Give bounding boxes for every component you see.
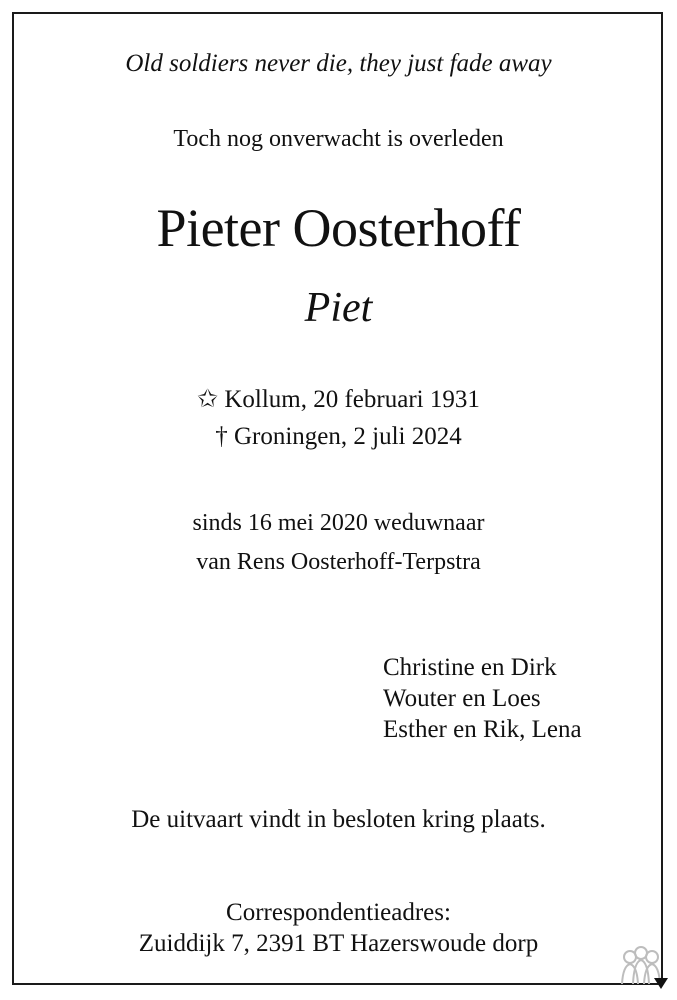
family-member: Wouter en Loes [383,685,541,712]
scroll-down-arrow-icon[interactable] [654,978,668,989]
birth-line: ✩ Kollum, 20 februari 1931 [197,386,480,413]
widower-line-2: van Rens Oosterhoff-Terpstra [196,549,481,575]
death-line: † Groningen, 2 juli 2024 [215,423,462,450]
correspondence-label: Correspondentieadres: [226,899,451,926]
deceased-nickname: Piet [304,285,373,331]
family-list [383,652,582,745]
motto: Old soldiers never die, they just fade away [125,50,552,77]
announcement-border [12,12,663,985]
family-member: Esther en Rik, Lena [383,716,582,743]
funeral-note: De uitvaart vindt in besloten kring plaats. [131,806,546,833]
correspondence-address: Zuiddijk 7, 2391 BT Hazerswoude dorp [138,930,539,957]
family-member: Christine en Dirk [383,654,557,681]
intro-text: Toch nog onverwacht is overleden [173,126,504,152]
widower-line-1: sinds 16 mei 2020 weduwnaar [192,510,485,536]
deceased-name: Pieter Oosterhoff [156,198,521,258]
